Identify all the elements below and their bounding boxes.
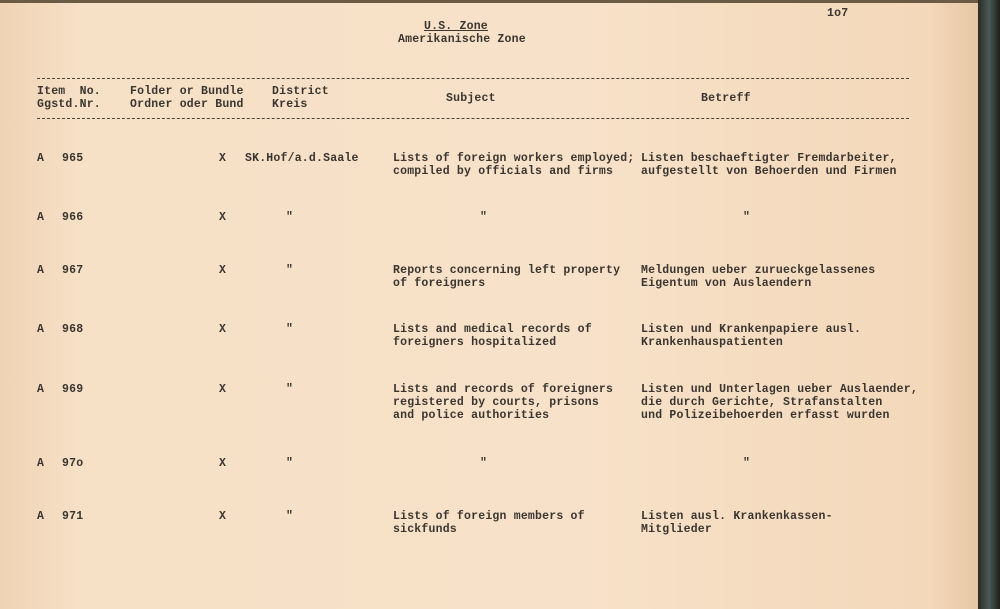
heading-zone-german: Amerikanische Zone (398, 33, 526, 46)
col-subject: Subject (446, 92, 496, 105)
col-betreff: Betreff (701, 92, 751, 105)
col-item-en: Item No. (37, 85, 101, 98)
row-subject-line: Lists and records of foreigners (393, 383, 614, 396)
row-betreff-line: Listen beschaeftigter Fremdarbeiter, (641, 152, 897, 165)
row-item-number: 971 (62, 510, 84, 523)
row-betreff-line: Mitglieder (641, 523, 713, 536)
header-divider-bottom (37, 118, 909, 119)
row-subject-line: foreigners hospitalized (393, 336, 557, 349)
row-betreff-line: die durch Gerichte, Strafanstalten (641, 396, 883, 409)
row-folder-mark: X (219, 264, 227, 277)
row-prefix: A (37, 152, 45, 165)
row-betreff-line: " (743, 211, 751, 224)
row-folder-mark: X (219, 510, 227, 523)
row-item-number: 966 (62, 211, 84, 224)
row-district: " (286, 383, 294, 396)
row-subject-line: of foreigners (393, 277, 486, 290)
row-district: " (286, 510, 294, 523)
row-betreff-line: und Polizeibehoerden erfasst wurden (641, 409, 890, 422)
page-number: 1o7 (827, 7, 849, 20)
row-item-number: 965 (62, 152, 84, 165)
row-folder-mark: X (219, 383, 227, 396)
row-prefix: A (37, 264, 45, 277)
row-betreff-line: aufgestellt von Behoerden und Firmen (641, 165, 897, 178)
header-divider-top (37, 78, 909, 79)
row-subject-line: Lists of foreign members of (393, 510, 585, 523)
row-subject-line: Lists and medical records of (393, 323, 592, 336)
row-prefix: A (37, 323, 45, 336)
col-folder-de: Ordner oder Bund (130, 98, 244, 111)
row-betreff-line: Eigentum von Auslaendern (641, 277, 812, 290)
row-prefix: A (37, 510, 45, 523)
row-subject-line: and police authorities (393, 409, 550, 422)
col-item-de: Ggstd.Nr. (37, 98, 101, 111)
row-item-number: 969 (62, 383, 84, 396)
row-folder-mark: X (219, 152, 227, 165)
row-betreff-line: Listen und Unterlagen ueber Auslaender, (641, 383, 918, 396)
binding-edge (978, 0, 1000, 609)
row-betreff-line: Listen und Krankenpapiere ausl. (641, 323, 862, 336)
row-folder-mark: X (219, 211, 227, 224)
row-folder-mark: X (219, 457, 227, 470)
row-betreff-line: " (743, 457, 751, 470)
row-district: " (286, 264, 294, 277)
col-folder-en: Folder or Bundle (130, 85, 244, 98)
row-betreff-line: Meldungen ueber zurueckgelassenes (641, 264, 876, 277)
row-prefix: A (37, 383, 45, 396)
row-district: " (286, 323, 294, 336)
row-subject-line: " (480, 211, 488, 224)
row-prefix: A (37, 457, 45, 470)
row-district: " (286, 211, 294, 224)
row-district: SK.Hof/a.d.Saale (245, 152, 359, 165)
row-folder-mark: X (219, 323, 227, 336)
row-subject-line: compiled by officials and firms (393, 165, 614, 178)
row-subject-line: sickfunds (393, 523, 457, 536)
row-subject-line: Lists of foreign workers employed; (393, 152, 635, 165)
row-subject-line: registered by courts, prisons (393, 396, 599, 409)
heading-zone: U.S. Zone (424, 20, 488, 33)
row-item-number: 967 (62, 264, 84, 277)
col-district-en: District (272, 85, 329, 98)
row-betreff-line: Krankenhauspatienten (641, 336, 784, 349)
row-item-number: 97o (62, 457, 84, 470)
row-subject-line: Reports concerning left property (393, 264, 621, 277)
row-betreff-line: Listen ausl. Krankenkassen- (641, 510, 833, 523)
col-district-de: Kreis (272, 98, 308, 111)
row-item-number: 968 (62, 323, 84, 336)
row-prefix: A (37, 211, 45, 224)
row-district: " (286, 457, 294, 470)
row-subject-line: " (480, 457, 488, 470)
